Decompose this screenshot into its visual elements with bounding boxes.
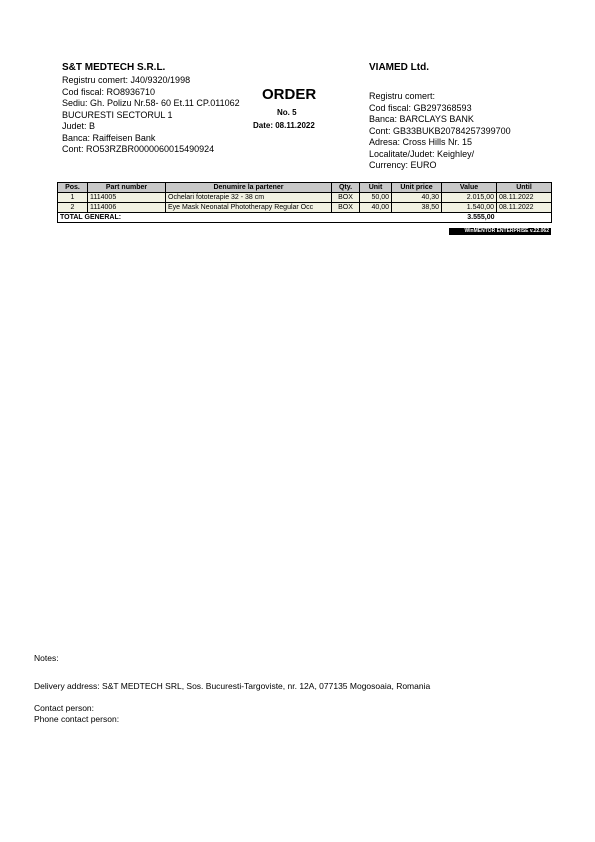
cell-qty: BOX bbox=[332, 193, 360, 203]
cell-description: Eye Mask Neonatal Phototherapy Regular Occ bbox=[166, 203, 332, 213]
cell-until: 08.11.2022 bbox=[497, 203, 552, 213]
supplier-name: S&T MEDTECH S.R.L. bbox=[62, 62, 166, 73]
cell-pos: 1 bbox=[58, 193, 88, 203]
cell-value: 2.015,00 bbox=[442, 193, 497, 203]
supplier-county: Judet: B bbox=[62, 121, 96, 131]
total-label: TOTAL GENERAL: bbox=[58, 213, 332, 223]
order-items-table bbox=[57, 182, 552, 223]
cell-part-number: 1114005 bbox=[88, 193, 166, 203]
software-badge: WinMENTOR ENTERPRISE v.22.062 bbox=[449, 228, 551, 235]
supplier-bank: Banca: Raiffeisen Bank bbox=[62, 132, 156, 143]
col-header-qty: Qty. bbox=[332, 183, 360, 193]
notes-label: Notes: bbox=[34, 653, 59, 663]
client-tax-code: Cod fiscal: GB297368593 bbox=[369, 102, 472, 113]
table-row bbox=[58, 193, 552, 203]
contact-person: Contact person: bbox=[34, 703, 95, 713]
col-header-description: Denumire la partener bbox=[166, 183, 332, 193]
col-header-value: Value bbox=[442, 183, 497, 193]
delivery-address: Delivery address: S&T MEDTECH SRL, Sos. Bucuresti-Targoviste, nr. 12A, 077135 Mogosoaia, Romania bbox=[34, 681, 431, 691]
client-trade-register: Registru comert: bbox=[369, 91, 436, 101]
cell-unit-price: 38,50 bbox=[392, 203, 442, 213]
order-title: ORDER bbox=[262, 86, 317, 103]
phone-contact-person: Phone contact person: bbox=[34, 714, 120, 724]
supplier-tax-code: Cod fiscal: RO8936710 bbox=[62, 86, 156, 97]
table-header-row bbox=[58, 183, 552, 193]
cell-unit: 40,00 bbox=[360, 203, 392, 213]
supplier-city: BUCURESTI SECTORUL 1 bbox=[62, 109, 173, 120]
col-header-part-number: Part number bbox=[88, 183, 166, 193]
table-row bbox=[58, 203, 552, 213]
col-header-pos: Pos. bbox=[58, 183, 88, 193]
client-details bbox=[369, 91, 511, 172]
supplier-address: Sediu: Gh. Polizu Nr.58- 60 Et.11 CP.011062 bbox=[62, 98, 240, 108]
client-name: VIAMED Ltd. bbox=[369, 62, 429, 73]
cell-qty: BOX bbox=[332, 203, 360, 213]
supplier-account: Cont: RO53RZBR0000060015490924 bbox=[62, 144, 215, 154]
client-account: Cont: GB33BUKB20784257399700 bbox=[369, 125, 511, 136]
client-address: Adresa: Cross Hills Nr. 15 bbox=[369, 137, 473, 147]
cell-until: 08.11.2022 bbox=[497, 193, 552, 203]
cell-pos: 2 bbox=[58, 203, 88, 213]
cell-unit: 50,00 bbox=[360, 193, 392, 203]
supplier-trade-register: Registru comert: J40/9320/1998 bbox=[62, 75, 191, 85]
total-value: 3.555,00 bbox=[442, 213, 497, 223]
order-number: No. 5 bbox=[277, 108, 297, 117]
cell-description: Ochelari fototerapie 32 - 38 cm bbox=[166, 193, 332, 203]
supplier-details bbox=[62, 75, 240, 156]
cell-unit-price: 40,30 bbox=[392, 193, 442, 203]
col-header-unit: Unit bbox=[360, 183, 392, 193]
client-currency: Currency: EURO bbox=[369, 160, 437, 170]
client-locality: Localitate/Judet: Keighley/ bbox=[369, 148, 475, 159]
order-date: Date: 08.11.2022 bbox=[253, 121, 315, 130]
col-header-until: Until bbox=[497, 183, 552, 193]
cell-value: 1.540,00 bbox=[442, 203, 497, 213]
client-bank: Banca: BARCLAYS BANK bbox=[369, 114, 474, 124]
col-header-unit-price: Unit price bbox=[392, 183, 442, 193]
total-row bbox=[58, 213, 552, 223]
cell-part-number: 1114006 bbox=[88, 203, 166, 213]
